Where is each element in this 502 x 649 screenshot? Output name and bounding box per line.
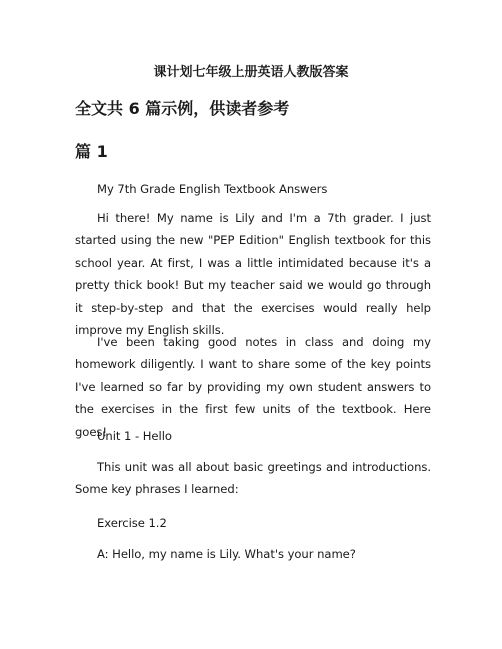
paragraph-intro: Hi there! My name is Lily and I'm a 7th grader. I just started using the new "PEP Edition" English textbook for this school year. At first, I was a little intimidated because it's a pretty thick book! But my teacher said we would go through it step-by-step and that the exercises would really help improve my English skills.	[75, 211, 431, 338]
paragraph-dialogue-line: A: Hello, my name is Lily. What's your name?	[97, 547, 356, 561]
paragraph-exercise-label: Exercise 1.2	[97, 516, 167, 530]
document-subtitle: 全文共 6 篇示例，供读者参考	[75, 99, 290, 118]
paragraph-heading: My 7th Grade English Textbook Answers	[97, 182, 328, 196]
paragraph-notes: I've been taking good notes in class and doing my homework diligently. I want to share some of the key points I've learned so far by providing my own student answers to the exercises in the first few units of the textbook. Here goes!	[75, 335, 431, 439]
paragraph-unit-description: This unit was all about basic greetings and introductions. Some key phrases I learned:	[75, 460, 431, 497]
section-heading: 篇 1	[75, 142, 108, 161]
paragraph-unit-title: Unit 1 - Hello	[97, 429, 172, 443]
document-title: 课计划七年级上册英语人教版答案	[153, 65, 349, 80]
